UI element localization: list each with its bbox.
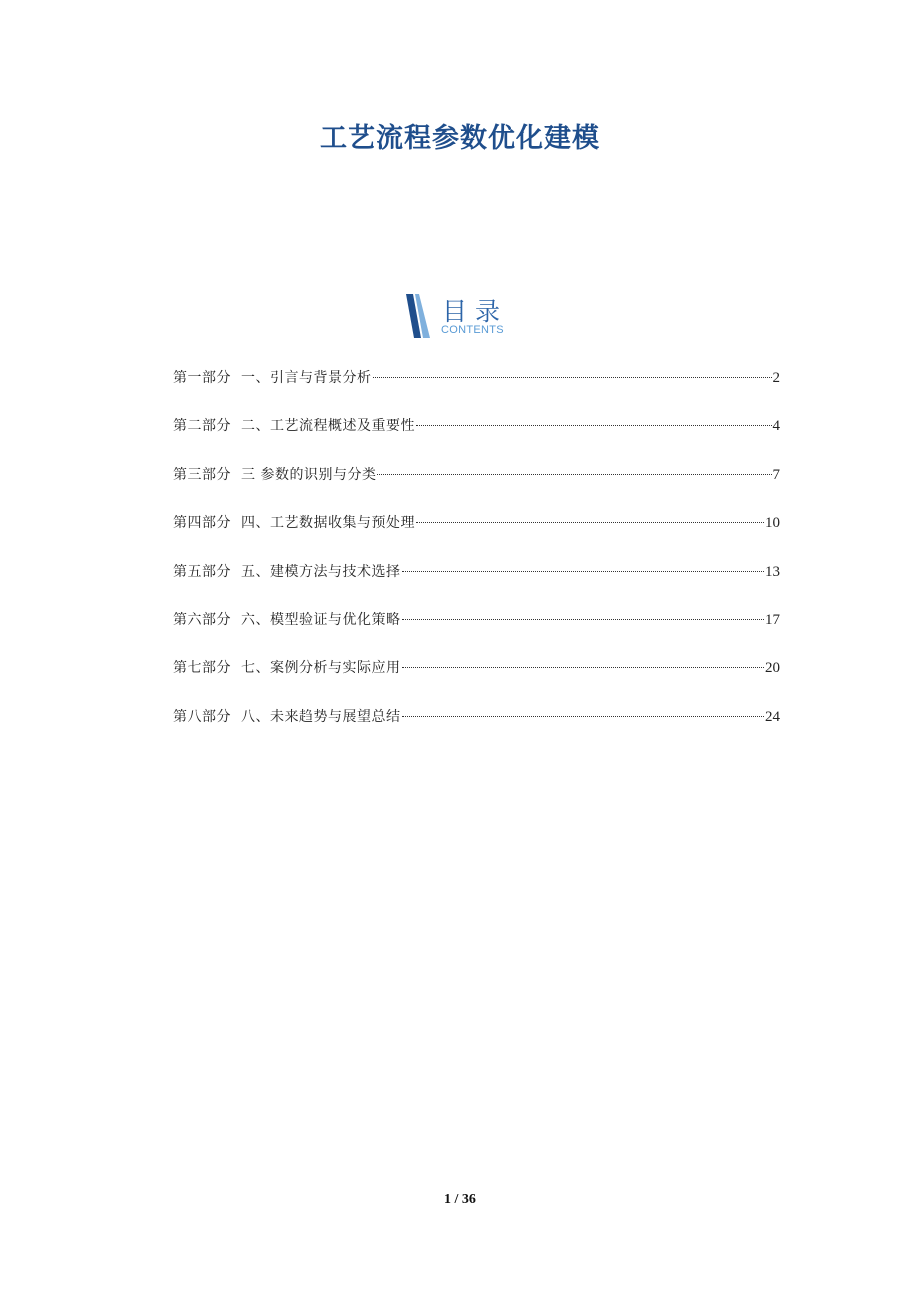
toc-dot-leader (373, 377, 772, 378)
toc-heading: 目录 (442, 297, 509, 326)
toc-entry-7[interactable] (173, 658, 780, 706)
toc-dot-leader (416, 425, 772, 426)
toc-part-label: 第八部分 (173, 708, 231, 725)
toc-part-label: 第四部分 (173, 515, 231, 532)
toc-entry-2[interactable] (173, 416, 780, 464)
toc-entry-8[interactable] (173, 707, 780, 755)
table-of-contents (173, 368, 780, 755)
toc-dot-leader (402, 619, 765, 620)
toc-entry-title: 一、引言与背景分析 (241, 370, 372, 386)
toc-entry-title: 六、模型验证与优化策略 (241, 611, 401, 628)
toc-entry-title: 七、案例分析与实际应用 (241, 660, 401, 677)
document-title: 工艺流程参数优化建模 (320, 123, 600, 154)
toc-header (406, 292, 526, 340)
toc-page-number: 24 (765, 708, 780, 725)
toc-entry-5[interactable] (173, 562, 780, 610)
toc-entry-1[interactable] (173, 368, 780, 416)
toc-part-label: 第五部分 (173, 563, 231, 580)
toc-part-label: 第七部分 (173, 660, 231, 677)
toc-page-number: 7 (772, 466, 780, 483)
page-indicator: 1 / 36 (444, 1192, 476, 1207)
toc-dot-leader (402, 716, 765, 717)
toc-entry-title: 四、工艺数据收集与预处理 (241, 515, 415, 532)
toc-page-number: 4 (772, 418, 780, 435)
toc-page-number: 10 (765, 515, 780, 532)
toc-part-label: 第二部分 (173, 418, 231, 435)
toc-dot-leader (402, 571, 765, 572)
toc-dot-leader (416, 522, 764, 523)
toc-entry-3[interactable] (173, 465, 780, 513)
toc-entry-title: 三 参数的识别与分类 (241, 466, 377, 483)
toc-page-number: 2 (772, 370, 780, 386)
toc-page-number: 17 (765, 611, 780, 628)
toc-dot-leader (402, 667, 765, 668)
toc-subheading: CONTENTS (441, 324, 504, 336)
toc-page-number: 20 (765, 660, 780, 677)
toc-part-label: 第六部分 (173, 611, 231, 628)
toc-part-label: 第三部分 (173, 466, 231, 483)
toc-page-number: 13 (765, 563, 780, 580)
toc-dot-leader (377, 474, 771, 475)
toc-entry-6[interactable] (173, 610, 780, 658)
toc-entry-title: 二、工艺流程概述及重要性 (241, 418, 415, 435)
toc-logo-icon (406, 294, 430, 338)
toc-entry-title: 八、未来趋势与展望总结 (241, 708, 401, 725)
toc-entry-4[interactable] (173, 513, 780, 561)
toc-part-label: 第一部分 (173, 370, 231, 386)
toc-entry-title: 五、建模方法与技术选择 (241, 563, 401, 580)
